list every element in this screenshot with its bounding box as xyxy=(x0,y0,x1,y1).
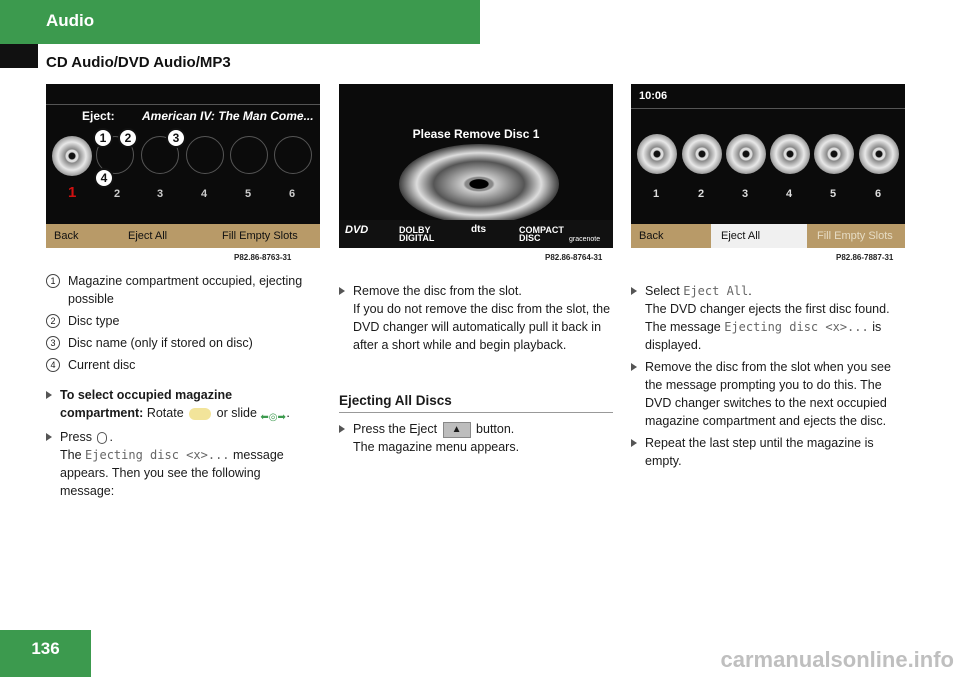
callout-1: 1 xyxy=(93,128,113,148)
slot-number: 3 xyxy=(157,188,164,200)
instruction-step: Press . The Ejecting disc <x>... message appears. Then you see the following message: xyxy=(46,428,306,500)
watermark: carmanualsonline.info xyxy=(720,647,954,672)
slot-number: 2 xyxy=(114,188,121,200)
rotary-controller-icon xyxy=(189,408,211,420)
fill-empty-slots-button: Fill Empty Slots xyxy=(222,230,298,242)
remove-disc-message: Please Remove Disc 1 xyxy=(412,127,540,141)
fill-empty-slots-button: Fill Empty Slots xyxy=(817,230,893,242)
slot-number: 1 xyxy=(68,184,77,201)
slot-number: 6 xyxy=(875,188,882,200)
eject-all-button: Eject All xyxy=(128,230,168,242)
eject-label: Eject: xyxy=(82,109,115,123)
screen-divider xyxy=(631,108,905,109)
dvd-logo: DVD xyxy=(345,224,369,236)
cd-disc-icon xyxy=(859,134,899,174)
cd-disc-icon xyxy=(52,136,92,176)
slot-number: 2 xyxy=(698,188,705,200)
page-number-box xyxy=(0,630,91,677)
header-marker xyxy=(0,44,38,68)
dts-logo: dts xyxy=(471,224,486,235)
column-2 xyxy=(339,282,615,354)
legend-item: 4 Current disc xyxy=(46,356,306,374)
slot-number: 6 xyxy=(289,188,296,200)
instruction-step: To select occupied magazine compartment: Rotate or slide ⬅◎➡. xyxy=(46,386,306,422)
remove-disc-screenshot xyxy=(339,84,613,248)
column-2-lower xyxy=(339,420,615,456)
column-1 xyxy=(46,272,306,500)
callout-3: 3 xyxy=(166,128,186,148)
dolby-logo: DOLBY DIGITAL xyxy=(399,225,435,243)
image-caption: P82.86-8764-31 xyxy=(545,253,603,262)
legend-item: 2 Disc type xyxy=(46,312,306,330)
eject-all-button: Eject All xyxy=(721,230,761,242)
disc-title: American IV: The Man Come... xyxy=(142,109,314,123)
slot-number: 5 xyxy=(245,188,252,200)
column-3 xyxy=(631,282,911,470)
section-heading: Ejecting All Discs xyxy=(339,393,613,413)
empty-slot xyxy=(274,136,312,174)
slot-number: 4 xyxy=(201,188,208,200)
instruction-step: Remove the disc from the slot when you see the message prompting you to do this. The DVD changer switches to the next occupied magazine compartment and ejects the disc. xyxy=(631,358,911,430)
callout-4: 4 xyxy=(94,168,114,188)
press-controller-icon xyxy=(97,432,107,444)
section-title: Audio xyxy=(46,11,95,30)
instruction-step: Repeat the last step until the magazine is empty. xyxy=(631,434,911,470)
cd-disc-icon xyxy=(814,134,854,174)
slide-controller-icon: ⬅◎➡ xyxy=(260,411,286,423)
logo-strip xyxy=(339,220,613,248)
screen-button-bar xyxy=(46,224,320,248)
slot-number: 5 xyxy=(830,188,837,200)
instruction-step: Press the Eject ▲ button. The magazine menu appears. xyxy=(339,420,615,456)
instruction-step: Select Eject All. The DVD changer ejects the first disc found. The message Ejecting disc <x>... is displayed. xyxy=(631,282,911,354)
empty-slot xyxy=(186,136,224,174)
legend-item: 1 Magazine compartment occupied, ejecting possible xyxy=(46,272,306,308)
eject-icon: ▲ xyxy=(443,422,471,438)
back-button: Back xyxy=(54,230,79,242)
slot-number: 4 xyxy=(786,188,793,200)
subsection-title: CD Audio/DVD Audio/MP3 xyxy=(46,54,231,71)
clock: 10:06 xyxy=(639,90,668,102)
magazine-screenshot xyxy=(46,84,320,248)
cd-disc-icon xyxy=(770,134,810,174)
slot-number: 1 xyxy=(653,188,660,200)
disc-graphic-icon xyxy=(399,144,559,224)
empty-slot xyxy=(230,136,268,174)
image-caption: P82.86-7887-31 xyxy=(836,253,894,262)
slot-number: 3 xyxy=(742,188,749,200)
instruction-step: Remove the disc from the slot. If you do not remove the disc from the slot, the DVD changer will automatically pull it back in after a short while and begin playback. xyxy=(339,282,615,354)
image-caption: P82.86-8763-31 xyxy=(234,253,292,262)
gracenote-logo: gracenote xyxy=(569,236,601,243)
cd-disc-icon xyxy=(637,134,677,174)
compact-disc-logo: COMPACT DISC xyxy=(519,225,564,243)
cd-disc-icon xyxy=(726,134,766,174)
back-button: Back xyxy=(639,230,664,242)
cd-disc-icon xyxy=(682,134,722,174)
legend-item: 3 Disc name (only if stored on disc) xyxy=(46,334,306,352)
page-number: 136 xyxy=(31,639,60,658)
callout-2: 2 xyxy=(118,128,138,148)
eject-all-screenshot xyxy=(631,84,905,248)
screen-button-bar xyxy=(631,224,905,248)
section-tab xyxy=(0,0,480,44)
screen-divider xyxy=(46,104,320,105)
